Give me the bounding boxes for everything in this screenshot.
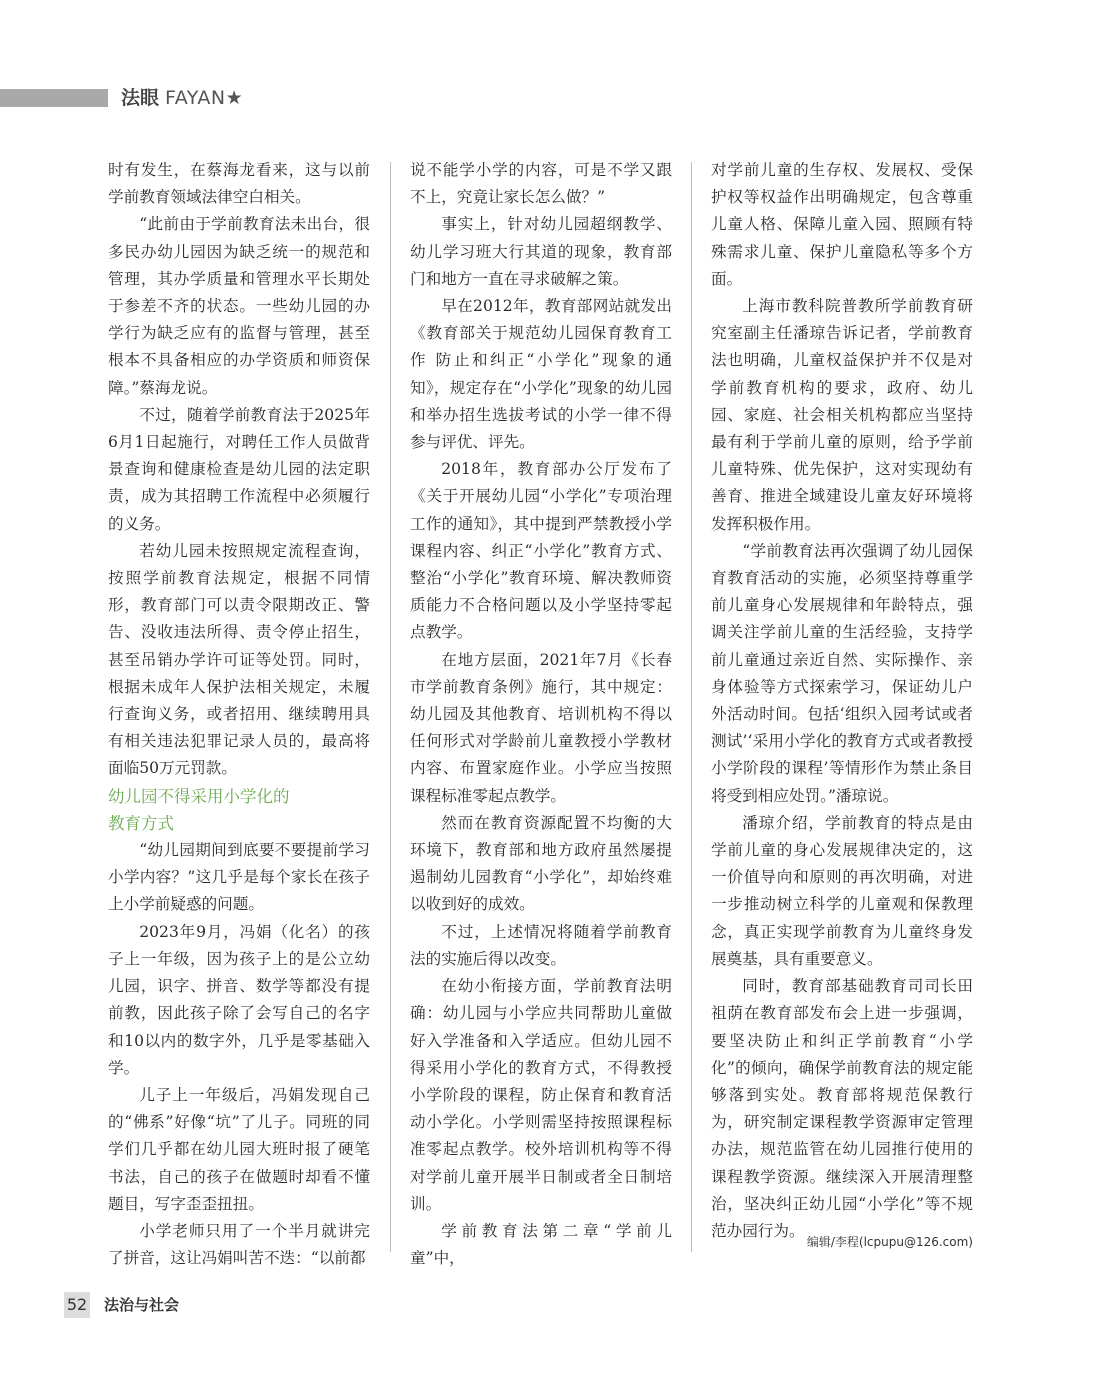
paragraph: 小学老师只用了一个半月就讲完了拼音，这让冯娟叫苦不迭：“以前都 <box>108 1221 370 1268</box>
paragraph: 在地方层面，2021年7月《长春市学前教育条例》施行，其中规定：幼儿园及其他教育、培训机构不得以任何形式对学龄前儿童教授小学教材内容、布置家庭作业。小学应当按照课程标准零起点教学。 <box>410 650 672 805</box>
subheading: 教育方式 <box>108 813 174 833</box>
paragraph: 上海市教科院普教所学前教育研究室副主任潘琼告诉记者，学前教育法也明确，儿童权益保护并不仅是对学前教育机构的要求，政府、幼儿园、家庭、社会相关机构都应当坚持最有利于学前儿童的原则，给予学前儿童特殊、优先保护，这对实现幼有善育、推进全域建设儿童友好环境将发挥积极作用。 <box>711 297 973 533</box>
paragraph: 不过，随着学前教育法于2025年6月1日起施行，对聘任工作人员做背景查询和健康检查是幼儿园的法定职责，成为其招聘工作流程中必须履行的义务。 <box>108 405 370 533</box>
page-number: 52 <box>64 1292 90 1318</box>
paragraph: 学前教育法第二章“学前儿童”中， <box>410 1221 672 1268</box>
editor-credit: 编辑/李程(lcpupu@126.com) <box>806 1235 973 1249</box>
paragraph: 儿子上一年级后，冯娟发现自己的“佛系”好像“坑”了儿子。同班的同学们几乎都在幼儿园大班时报了硬笔书法，自己的孩子在做题时却看不懂题目，写字歪歪扭扭。 <box>108 1085 370 1213</box>
paragraph: 同时，教育部基础教育司司长田祖荫在教育部发布会上进一步强调，要坚决防止和纠正学前教育“小学化”的倾向，确保学前教育法的规定能够落到实处。教育部将规范保教行为，研究制定课程教学资源审定管理办法，规范监管在幼儿园推行使用的课程教学资源。继续深入开展清理整治，坚决纠正幼儿园“小学化”等不规范办园行为。 <box>711 977 973 1240</box>
paragraph: 早在2012年，教育部网站就发出《教育部关于规范幼儿园保育教育工作 防止和纠正“小学化”现象的通知》，规定存在“小学化”现象的幼儿园和举办招生选拔考试的小学一律不得参与评优、评先。 <box>410 297 672 452</box>
paragraph: 在幼小衔接方面，学前教育法明确：幼儿园与小学应共同帮助儿童做好入学准备和入学适应。但幼儿园不得采用小学化的教育方式，不得教授小学阶段的课程，防止保育和教育活动小学化。小学则需坚持按照课程标准零起点教学。校外培训机构等不得对学前儿童开展半日制或者全日制培训。 <box>410 977 672 1213</box>
subheading: 幼儿园不得采用小学化的 <box>108 786 290 806</box>
magazine-name: 法治与社会 <box>104 1296 180 1314</box>
article-column-2 <box>410 157 672 1272</box>
section-title <box>121 83 243 113</box>
paragraph: “学前教育法再次强调了幼儿园保育教育活动的实施，必须坚持尊重学前儿童身心发展规律和年龄特点，强调关注学前儿童的生活经验，支持学前儿童通过亲近自然、实际操作、亲身体验等方式探索学习，保证幼儿户外活动时间。包括‘组织入园考试或者测试’‘采用小学化的教育方式或者教授小学阶段的课程’等情形作为禁止条目将受到相应处罚。”潘琼说。 <box>711 541 973 805</box>
paragraph: 2023年9月，冯娟（化名）的孩子上一年级，因为孩子上的是公立幼儿园，识字、拼音、数学等都没有提前教，因此孩子除了会写自己的名字和10以内的数字外，几乎是零基础入学。 <box>108 922 370 1077</box>
paragraph: “幼儿园期间到底要不要提前学习小学内容？”这几乎是每个家长在孩子上小学前疑惑的问题。 <box>108 841 370 914</box>
article-column-1 <box>108 157 370 1272</box>
paragraph: 潘琼介绍，学前教育的特点是由学前儿童的身心发展规律决定的，这一价值导向和原则的再次明确，对进一步推动树立科学的儿童观和保教理念，真正实现学前教育为儿童终身发展奠基，具有重要意义。 <box>711 813 973 968</box>
article-column-3 <box>711 157 973 1245</box>
paragraph: “此前由于学前教育法未出台，很多民办幼儿园因为缺乏统一的规范和管理，其办学质量和管理水平长期处于参差不齐的状态。一些幼儿园的办学行为缺乏应有的监督与管理，甚至根本不具备相应的办学资质和师资保障。”蔡海龙说。 <box>108 215 370 397</box>
paragraph: 事实上，针对幼儿园超纲教学、幼儿学习班大行其道的现象，教育部门和地方一直在寻求破解之策。 <box>410 215 672 288</box>
section-title-en: FAYAN★ <box>165 87 244 109</box>
section-title-cn: 法眼 <box>121 87 160 109</box>
paragraph: 说不能学小学的内容，可是不学又跟不上，究竟让家长怎么做？” <box>410 161 672 207</box>
header-accent-bar <box>0 89 108 107</box>
paragraph: 时有发生，在蔡海龙看来，这与以前学前教育领域法律空白相关。 <box>108 161 370 207</box>
column-divider <box>390 162 391 1252</box>
column-divider <box>691 162 692 1252</box>
paragraph: 对学前儿童的生存权、发展权、受保护权等权益作出明确规定，包含尊重儿童人格、保障儿童入园、照顾有特殊需求儿童、保护儿童隐私等多个方面。 <box>711 161 973 288</box>
paragraph: 2018年，教育部办公厅发布了《关于开展幼儿园“小学化”专项治理工作的通知》，其中提到严禁教授小学课程内容、纠正“小学化”教育方式、整治“小学化”教育环境、解决教师资质能力不合格问题以及小学坚持零起点教学。 <box>410 460 672 642</box>
paragraph: 不过，上述情况将随着学前教育法的实施后得以改变。 <box>410 922 672 968</box>
paragraph: 然而在教育资源配置不均衡的大环境下，教育部和地方政府虽然屡提遏制幼儿园教育“小学化”，却始终难以收到好的成效。 <box>410 813 672 914</box>
paragraph: 若幼儿园未按照规定流程查询，按照学前教育法规定，根据不同情形，教育部门可以责令限期改正、警告、没收违法所得、责令停止招生，甚至吊销办学许可证等处罚。同时，根据未成年人保护法相关规定，未履行查询义务，或者招用、继续聘用具有相关违法犯罪记录人员的，最高将面临50万元罚款。 <box>108 541 370 778</box>
